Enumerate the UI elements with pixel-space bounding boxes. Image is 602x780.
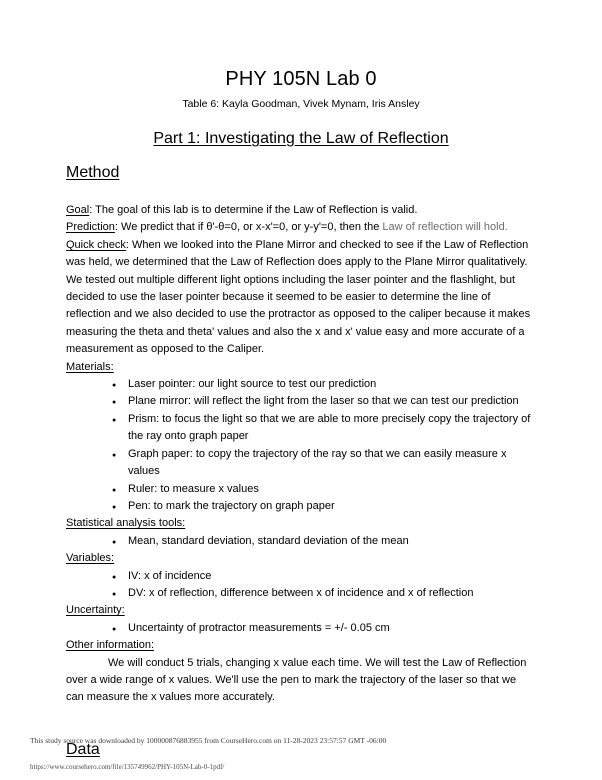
goal-label: Goal [66,204,90,216]
document-content [66,0,536,761]
section-heading-method [66,162,536,184]
prediction-text: : We predict that if θ'-θ=0, or x-x'=0, or y-y'=0, then the [114,221,383,234]
list-item: ● Plane mirror: will reflect the light from the laser so that we can test our prediction [112,393,536,410]
list-item: ● Graph paper: to copy the trajectory of the ray so that we can easily measure x values [112,446,536,481]
quick-check-text: : When we looked into the Plane Mirror and checked to see if the Law of Reflection was held, we determined that the Law of Reflection does apply to the Plane Mirror qualitatively. We tested out multiple different light options including the laser pointer and the flashlight, but decided to use the laser pointer because it seemed to be easier to determine the line of reflection and we also decided to use the protractor as opposed to the caliper because it makes measuring the theta and theta' values and also the x and x' value easy and more accurate of a measurement as opposed to the Caliper. [66,238,531,356]
part-1-heading [66,128,536,150]
list-item: ● Prism: to focus the light so that we are able to more precisely copy the trajectory of the ray onto graph paper [112,411,536,446]
download-notice: This study source was downloaded by 100000876883955 from CourseHero.com on 11-28-2023 23:57:57 GMT -06:00 [30,736,387,745]
stats-label-text: Statistical analysis tools: [66,517,186,530]
variables-list [66,568,536,603]
source-url: https://www.coursehero.com/file/135749962/PHY-105N-Lab-0-1pdf/ [30,763,225,771]
goal-text: : The goal of this lab is to determine if the Law of Reflection is valid. [89,204,418,216]
uncertainty-label [66,602,536,619]
uncertainty-label-text: Uncertainty: [66,604,125,617]
stats-label [66,515,536,532]
materials-label [66,359,536,376]
variables-label [66,550,536,567]
other-information-label-text: Other information: [66,639,155,652]
materials-list [66,376,536,515]
list-item: ● Uncertainty of protractor measurements = +/- 0.05 cm [112,620,536,637]
quick-check-label: Quick check [66,238,126,251]
other-information-paragraph: We will conduct 5 trials, changing x value each time. We will test the Law of Reflection over a wide range of x values. We'll use the pen to mark the trajectory of the laser so that we can measure the x values more accurately. [66,656,527,704]
prediction-line [66,219,536,236]
prediction-text-faded: Law of reflection will hold. [382,221,508,234]
page-title: PHY 105N Lab 0 [225,68,377,90]
materials-label-text: Materials: [66,360,114,373]
section-heading-data-text: Data [66,740,100,758]
list-item: ● Ruler: to measure x values [112,481,536,498]
section-heading-method-text: Method [66,164,120,181]
page-subtitle: Table 6: Kayla Goodman, Vivek Mynam, Iris Ansley [182,98,420,110]
uncertainty-list [66,620,536,637]
list-item: ● DV: x of reflection, difference between x of incidence and x of reflection [112,585,536,602]
goal-line [66,202,536,219]
list-item: ● IV: x of incidence [112,568,536,585]
list-item: ● Pen: to mark the trajectory on graph paper [112,498,536,515]
quick-check-paragraph [66,237,536,359]
variables-label-text: Variables: [66,552,115,565]
method-body [66,202,536,707]
stats-list [66,533,536,550]
prediction-label: Prediction [66,221,115,234]
other-information-label [66,637,536,654]
list-item: ● Laser pointer: our light source to test our prediction [112,376,536,393]
list-item: ● Mean, standard deviation, standard deviation of the mean [112,533,536,550]
part-1-heading-text: Part 1: Investigating the Law of Reflection [153,130,449,147]
